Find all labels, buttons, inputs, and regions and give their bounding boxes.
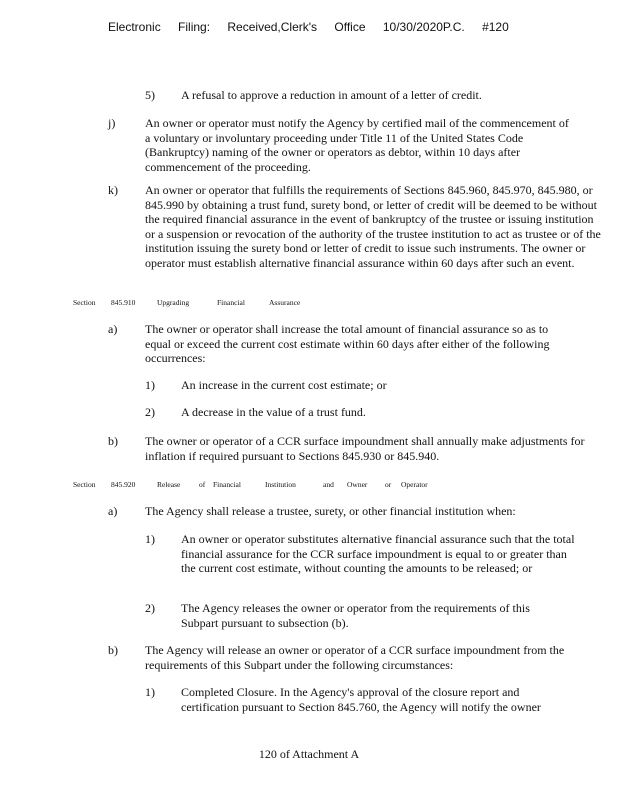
s910-a2-text: A decrease in the value of a trust fund.	[181, 405, 366, 419]
section-number: 845.910	[111, 298, 136, 307]
s910-b-text: The owner or operator of a CCR surface impoundment shall annually make adjustments for inflation if required pursuant to Sections 845.930 or 845.940.	[145, 434, 585, 463]
s910-a1-label: 1)	[145, 378, 155, 392]
section-word: Section	[73, 298, 96, 307]
s920-b1-text: Completed Closure. In the Agency's approval of the closure report and certification pursuant to Section 845.760, the Agency will notify the owner	[181, 685, 541, 714]
header-received: Received,Clerk's	[227, 20, 318, 34]
s920-a1-label: 1)	[145, 532, 155, 546]
s910-b-label: b)	[108, 434, 118, 448]
s920-b-label: b)	[108, 643, 118, 657]
header-date: 10/30/2020P.C.	[382, 20, 465, 34]
header-number: #120	[482, 20, 509, 34]
item-5-label: 5)	[145, 88, 155, 102]
item-k-label: k)	[108, 183, 118, 197]
section-title-word: Release	[157, 480, 181, 489]
section-title-word: or	[385, 480, 392, 489]
item-5-text: A refusal to approve a reduction in amount of a letter of credit.	[181, 88, 482, 102]
s920-a2-label: 2)	[145, 601, 155, 615]
s910-a2-label: 2)	[145, 405, 155, 419]
s910-a-label: a)	[108, 322, 118, 336]
section-title-word: Institution	[265, 480, 296, 489]
section-910-heading	[73, 298, 300, 307]
s920-b1-label: 1)	[145, 685, 155, 699]
section-title-word: Financial	[217, 298, 245, 307]
s920-b-text: The Agency will release an owner or operator of a CCR surface impoundment from the requirements of this Subpart under the following circumstances:	[145, 643, 565, 672]
s910-a-text: The owner or operator shall increase the total amount of financial assurance so as to equal or exceed the current cost estimate within 60 days after either of the following occurrences:	[145, 322, 550, 365]
s910-a1-text: An increase in the current cost estimate; or	[181, 378, 387, 392]
section-number: 845.920	[111, 480, 136, 489]
section-title-word: Financial	[213, 480, 241, 489]
item-k-text: An owner or operator that fulfills the requirements of Sections 845.960, 845.970, 845.980, or 845.990 by obtaining a trust fund, surety bond, or letter of credit will be deemed to be without the required financial assurance in the event of bankruptcy of the trustee or issuing institution or a suspension or revocation of the authority of the trustee institution to act as trustee or of the institution issuing the surety bond or letter of credit to issue such instruments. The owner or operator must establish alternative financial assurance within 60 days after such an event.	[145, 183, 601, 270]
header-filing: Filing:	[178, 20, 211, 34]
s920-a2-text: The Agency releases the owner or operator from the requirements of this Subpart pursuant to subsection (b).	[181, 601, 530, 630]
section-920-heading	[73, 480, 428, 489]
item-j-text: An owner or operator must notify the Agency by certified mail of the commencement of a voluntary or involuntary proceeding under Title 11 of the United States Code (Bankruptcy) naming of the owner or operators as debtor, within 10 days after commencement of the proceeding.	[145, 116, 569, 174]
section-title-word: Operator	[401, 480, 428, 489]
section-title-word: Assurance	[269, 298, 301, 307]
item-j-label: j)	[108, 116, 116, 130]
section-title-word: Upgrading	[157, 298, 190, 307]
s920-a-text: The Agency shall release a trustee, surety, or other financial institution when:	[145, 504, 516, 518]
page-footer: 120 of Attachment A	[258, 747, 360, 761]
filing-header	[108, 20, 523, 34]
section-title-word: Owner	[347, 480, 368, 489]
section-word: Section	[73, 480, 96, 489]
s920-a1-text: An owner or operator substitutes alternative financial assurance such that the total financial assurance for the CCR surface impoundment is equal to or greater than the current cost estimate, without counting the amounts to be released; or	[181, 532, 575, 575]
s920-a-label: a)	[108, 504, 118, 518]
section-title-word: and	[323, 480, 334, 489]
section-title-word: of	[199, 480, 206, 489]
header-office: Office	[334, 20, 366, 34]
header-electronic: Electronic	[108, 20, 161, 34]
